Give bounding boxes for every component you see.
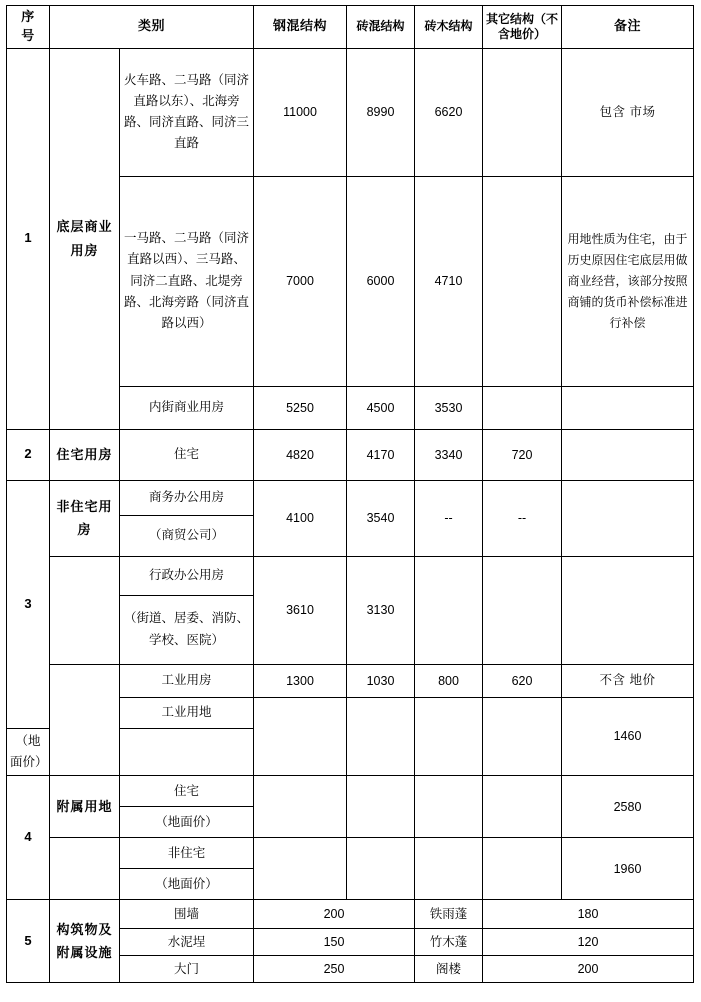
cell-brick-wood [415,556,483,664]
subcategory-label: 行政办公用房 [120,556,254,595]
cell-brick-wood [415,697,483,776]
header-remark: 备注 [562,6,694,49]
cell-steel-concrete [254,697,347,776]
header-index-line1: 序 [21,9,35,24]
subcategory-label: 工业用房 [120,664,254,697]
cell-steel-concrete [254,838,347,900]
structure-item-name: 阁楼 [415,956,483,983]
table-row [7,429,694,480]
table-row [7,776,694,807]
subcategory-sublabel: （地面价） [120,807,254,838]
cell-brick-wood: 3340 [415,429,483,480]
header-steel-concrete: 钢混结构 [254,6,347,49]
header-category: 类别 [50,6,254,49]
subcategory-label: 非住宅 [120,838,254,869]
cell-remark: 1960 [562,838,694,900]
cell-remark: 用地性质为住宅，由于历史原因住宅底层用做商业经营，该部分按照商铺的货币补偿标准进行补偿 [562,176,694,386]
cell-brick-concrete: 3540 [347,480,415,556]
cell-remark: 包含 市场 [562,48,694,176]
subcategory-label: 火车路、二马路（同济直路以东）、北海旁路、同济直路、同济三直路 [120,48,254,176]
cell-remark [562,556,694,664]
subcategory-label: 一马路、二马路（同济直路以西）、三马路、同济二直路、北堤旁路、北海旁路（同济直路以西） [120,176,254,386]
structure-item-name: 大门 [120,956,254,983]
table-row [7,556,694,595]
cell-other [483,556,562,664]
cell-brick-wood: 6620 [415,48,483,176]
subcategory-sublabel: （地面价） [120,869,254,900]
cell-brick-wood [415,776,483,838]
structure-item-value: 200 [254,900,415,929]
cell-remark [562,429,694,480]
cell-steel-concrete: 4100 [254,480,347,556]
table-header-row [7,6,694,49]
group-label-non-residential: 非住宅用房 [50,480,120,556]
structure-item-value: 180 [483,900,694,929]
cell-other [483,386,562,429]
cell-other [483,176,562,386]
table-row [7,480,694,515]
cell-brick-wood [415,838,483,900]
cell-brick-concrete: 6000 [347,176,415,386]
group-label-residential: 住宅用房 [50,429,120,480]
cell-steel-concrete: 5250 [254,386,347,429]
cell-steel-concrete: 3610 [254,556,347,664]
table-row [7,900,694,929]
cell-brick-concrete [347,697,415,776]
cell-other [483,697,562,776]
header-brick-wood: 砖木结构 [415,6,483,49]
group-label-spacer [50,664,120,776]
group-label-attached-land: 附属用地 [50,776,120,838]
cell-steel-concrete: 11000 [254,48,347,176]
cell-remark [562,386,694,429]
cell-brick-concrete: 4170 [347,429,415,480]
cell-remark: 1460 [562,697,694,776]
group-label-spacer [50,556,120,664]
cell-brick-concrete [347,776,415,838]
cell-brick-concrete [347,838,415,900]
cell-steel-concrete: 4820 [254,429,347,480]
header-index-line2: 号 [21,27,35,43]
structure-item-name: 竹木蓬 [415,929,483,956]
cell-other [483,776,562,838]
cell-brick-wood: 800 [415,664,483,697]
header-index [7,6,50,49]
cell-remark [562,480,694,556]
subcategory-label: 工业用地 [120,697,254,728]
header-other-structure: 其它结构（不含地价） [483,6,562,49]
subcategory-sublabel: （地面价） [7,728,50,776]
compensation-table [6,5,694,983]
row-index-3: 3 [7,480,50,728]
row-index-4: 4 [7,776,50,900]
structure-item-name: 水泥埕 [120,929,254,956]
table-row [7,664,694,697]
cell-steel-concrete: 1300 [254,664,347,697]
cell-brick-concrete: 4500 [347,386,415,429]
cell-brick-concrete: 8990 [347,48,415,176]
row-index-5: 5 [7,900,50,983]
subcategory-sublabel: （街道、居委、消防、学校、医院） [120,595,254,664]
group-label-structures: 构筑物及附属设施 [50,900,120,983]
cell-remark: 2580 [562,776,694,838]
row-index-1: 1 [7,48,50,429]
cell-brick-wood: 3530 [415,386,483,429]
structure-item-name: 围墙 [120,900,254,929]
cell-other: 620 [483,664,562,697]
header-brick-concrete: 砖混结构 [347,6,415,49]
cell-brick-wood: 4710 [415,176,483,386]
subcategory-label: 住宅 [120,429,254,480]
cell-brick-concrete: 3130 [347,556,415,664]
cell-steel-concrete [254,776,347,838]
structure-item-name: 铁雨蓬 [415,900,483,929]
subcategory-label: 商务办公用房 [120,480,254,515]
cell-other [483,48,562,176]
group-label-ground-floor-commercial: 底层商业用房 [50,48,120,429]
subcategory-label: 内街商业用房 [120,386,254,429]
subcategory-label: 住宅 [120,776,254,807]
table-row [7,838,694,869]
document-page [0,5,701,1002]
cell-brick-concrete: 1030 [347,664,415,697]
cell-remark: 不含 地价 [562,664,694,697]
structure-item-value: 150 [254,929,415,956]
group-label-spacer [50,838,120,900]
subcategory-sublabel: （商贸公司） [120,515,254,556]
structure-item-value: 250 [254,956,415,983]
cell-brick-wood: -- [415,480,483,556]
table-row [7,48,694,176]
cell-steel-concrete: 7000 [254,176,347,386]
structure-item-value: 120 [483,929,694,956]
cell-other [483,838,562,900]
row-index-2: 2 [7,429,50,480]
structure-item-value: 200 [483,956,694,983]
cell-other: 720 [483,429,562,480]
cell-other: -- [483,480,562,556]
